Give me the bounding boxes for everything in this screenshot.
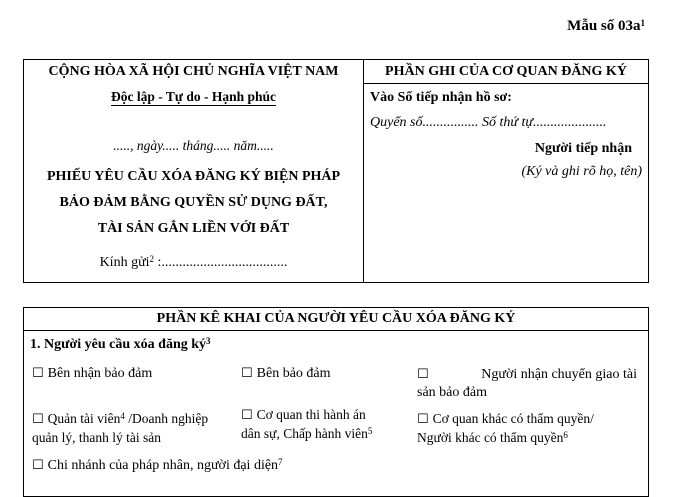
motto: Độc lập - Tự do - Hạnh phúc — [110, 89, 277, 104]
checkbox-pledgor[interactable]: ☐ — [241, 366, 253, 381]
section1-label: 1. Người yêu cầu xóa đăng $ký^3$ — [30, 336, 211, 352]
option-branch[interactable]: ☐ Chi nhánh của pháp nhân, người đại diện$^7$ — [32, 457, 283, 473]
form-title: PHIẾU YÊU CẦU XÓA ĐĂNG KÝ BIỆN PHÁP BẢO ĐẢM BẰNG QUYỀN SỬ DỤNG ĐẤT, TÀI SẢN GẮN LIỀN VỚI ĐẤT — [46, 169, 341, 236]
checkbox-other-authority[interactable]: ☐ — [417, 412, 429, 427]
form-code: Mẫu số $03a^1$ — [567, 18, 645, 34]
recipient-line: Kính gửi$^2$ :.................................... — [99, 254, 288, 270]
checkbox-branch[interactable]: ☐ — [32, 458, 44, 473]
option-pledgor[interactable]: ☐ Bên bảo đảm — [241, 366, 331, 381]
declaration-title: PHẦN KÊ KHAI CỦA NGƯỜI YÊU CẦU XÓA ĐĂNG KÝ — [156, 311, 516, 326]
registry-title-divider — [364, 83, 648, 84]
option-other-authority[interactable]: ☐ Cơ quan khác có thẩm quyền/ Người khác có thẩm quyền$^6$ — [417, 411, 594, 445]
date-line: ....., ngày..... tháng..... năm..... — [113, 138, 274, 153]
right-header-box — [363, 59, 649, 283]
option-secured-party[interactable]: ☐ Bên nhận bảo đảm — [32, 366, 153, 381]
checkbox-administrator[interactable]: ☐ — [32, 412, 44, 427]
option-transferee[interactable]: ☐ Người nhận chuyển giao tài sản bảo đảm — [417, 367, 637, 400]
option-administrator[interactable]: ☐ Quản tài viên$^4$ /Doanh nghiệp quản lý, thanh lý tài sản — [32, 411, 209, 445]
checkbox-secured-party[interactable]: ☐ — [32, 366, 44, 381]
left-header-box — [23, 59, 364, 283]
intake-label: Vào Sổ tiếp nhận hồ sơ: — [370, 90, 512, 105]
receiver-label: Người tiếp nhận — [534, 141, 632, 156]
country-name: CỘNG HÒA XÃ HỘI CHỦ NGHĨA VIỆT NAM — [48, 64, 339, 79]
checkbox-enforcement-agency[interactable]: ☐ — [241, 408, 253, 423]
declaration-title-divider — [24, 330, 648, 331]
declaration-box — [23, 307, 649, 497]
registry-section-title: PHẦN GHI CỦA CƠ QUAN ĐĂNG KÝ — [385, 64, 627, 79]
option-enforcement-agency[interactable]: ☐ Cơ quan thi hành án dân sự, Chấp hành viên$^5$ — [241, 407, 373, 441]
book-number-line: Quyển số................ Số thứ tự..................... — [370, 115, 607, 130]
receiver-note: (Ký và ghi rõ họ, tên) — [521, 164, 642, 179]
checkbox-transferee[interactable]: ☐ — [417, 367, 429, 382]
